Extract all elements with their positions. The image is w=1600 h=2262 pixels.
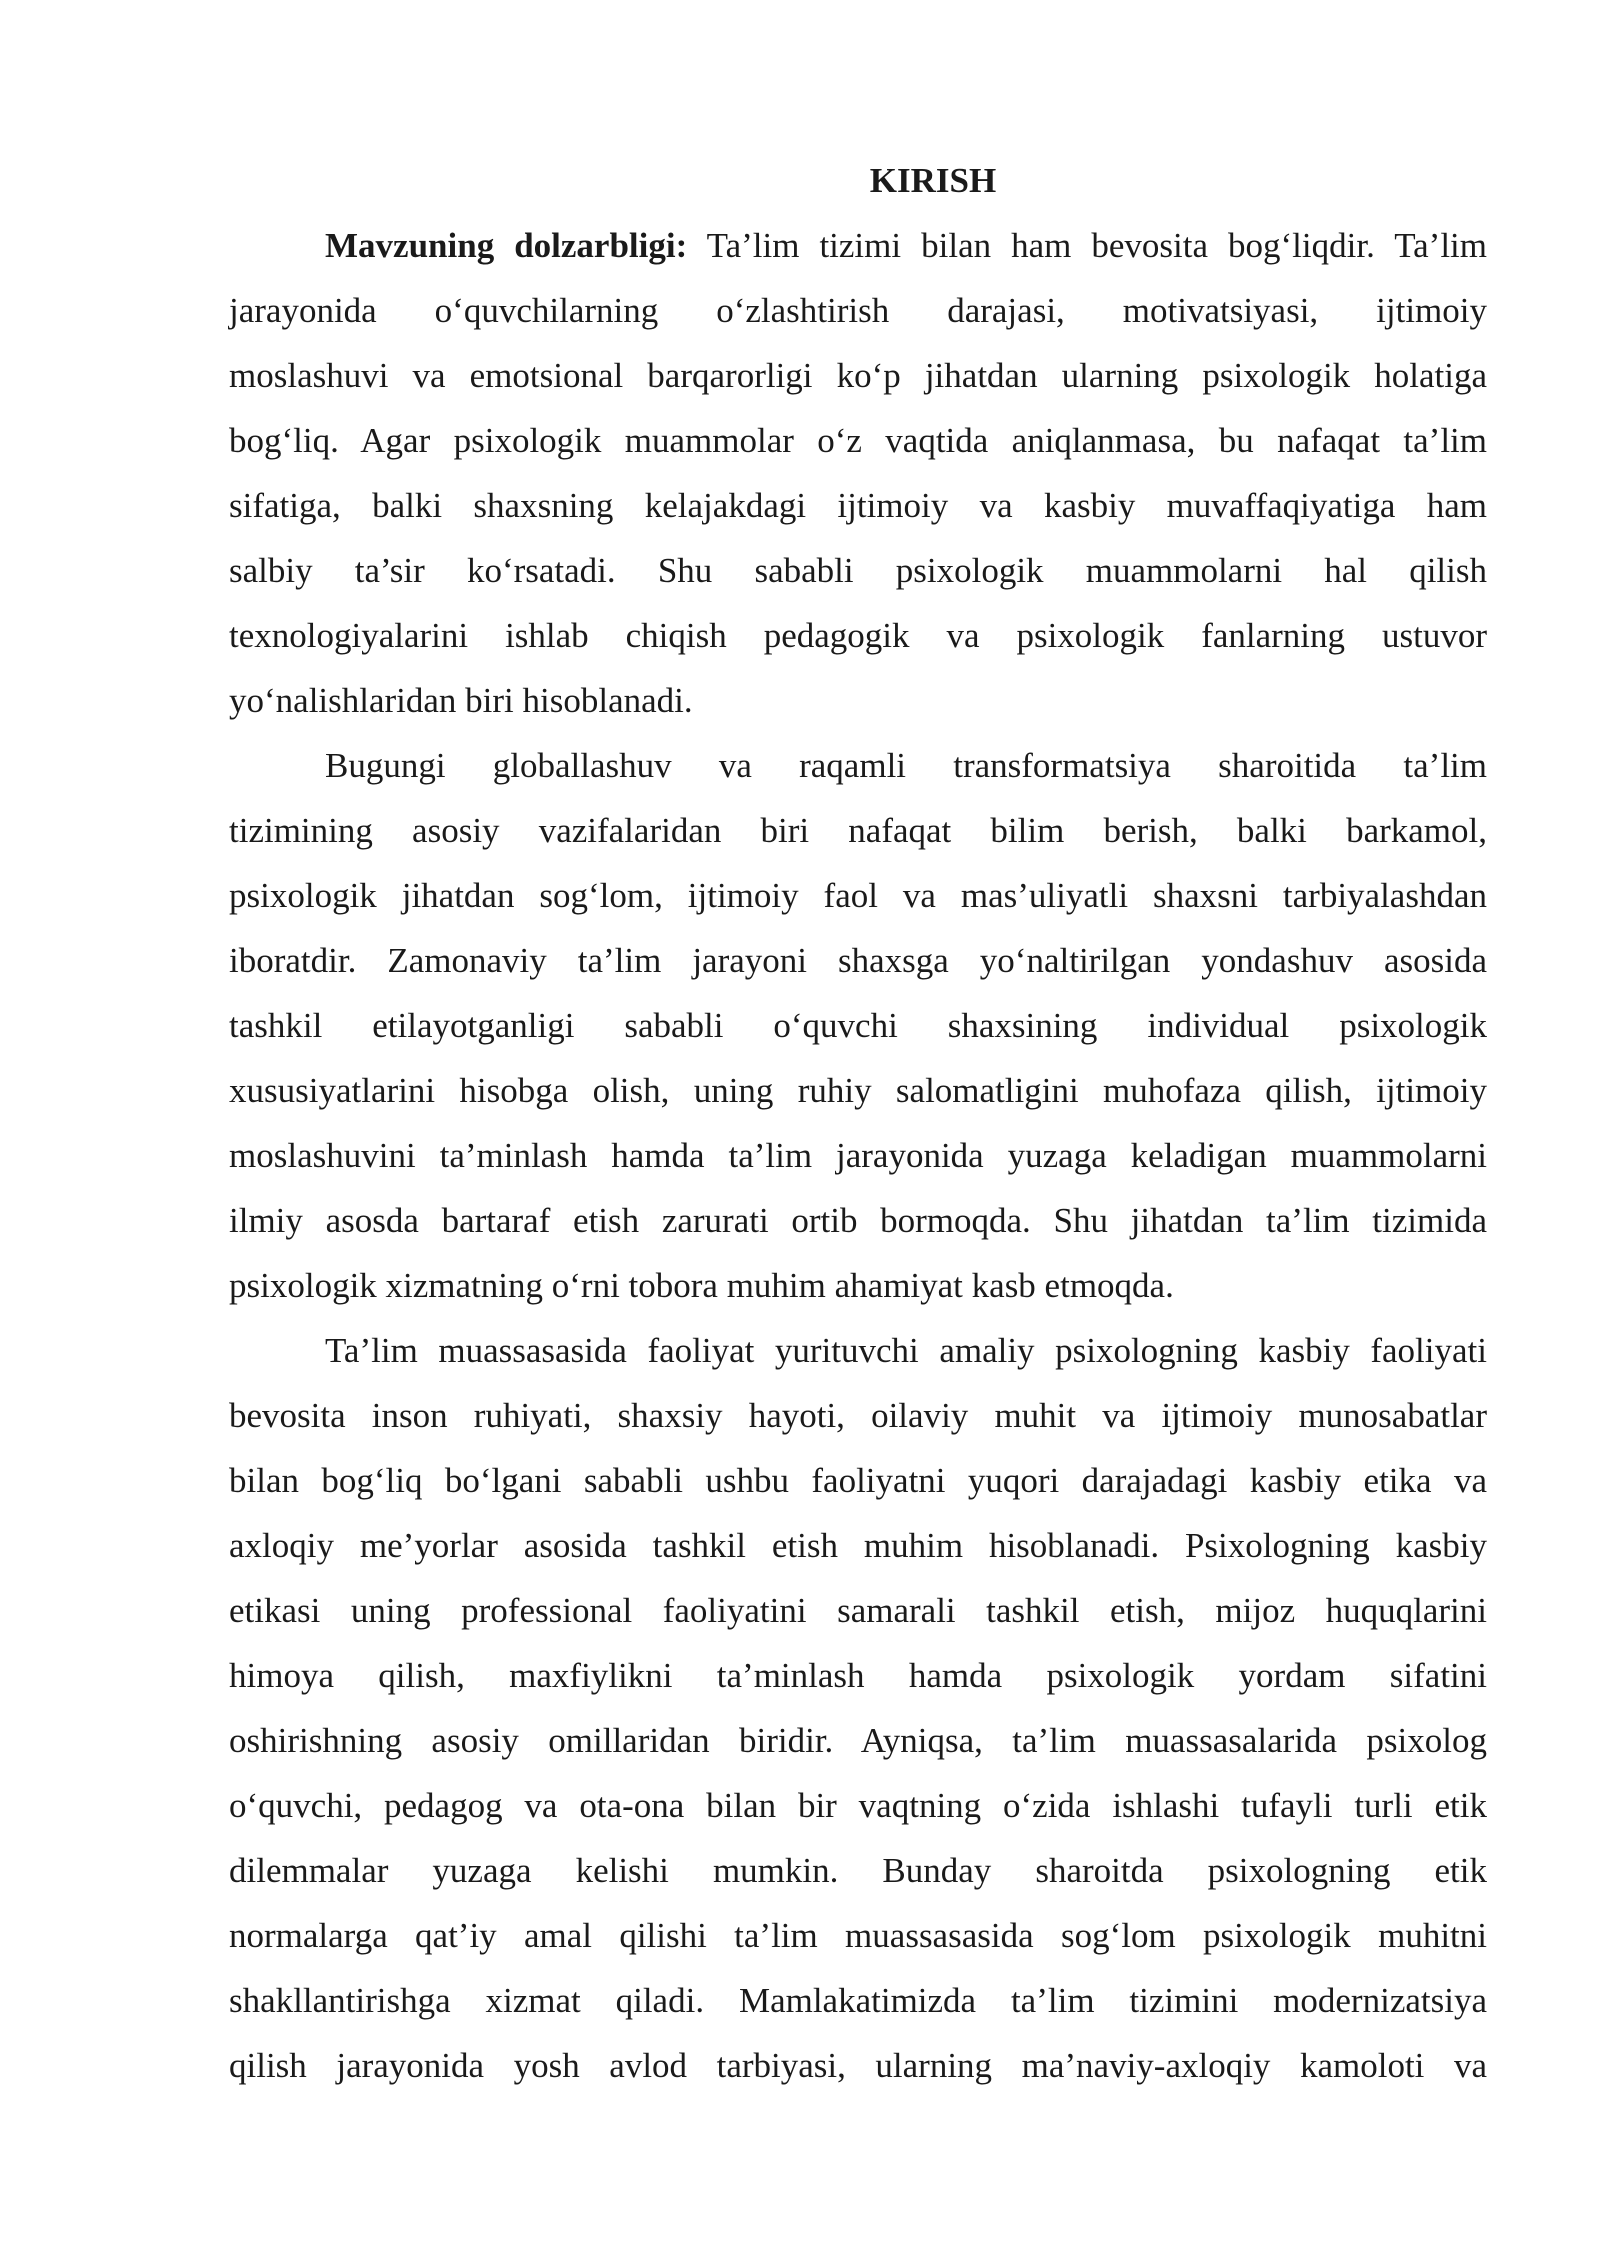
paragraph-line: shakllantirishga xizmat qiladi. Mamlakatimizda ta’lim tizimini modernizatsiya [229,1981,1487,2020]
paragraph-line: yo‘nalishlaridan biri hisoblanadi. [229,681,693,720]
paragraph-line: axloqiy me’yorlar asosida tashkil etish muhim hisoblanadi. Psixologning kasbiy [229,1526,1487,1565]
paragraph-line: bilan bog‘liq bo‘lgani sababli ushbu faoliyatni yuqori darajadagi kasbiy etika va [229,1461,1487,1500]
paragraph-line: jarayonida o‘quvchilarning o‘zlashtirish darajasi, motivatsiyasi, ijtimoiy [229,291,1487,330]
paragraph-lead: Mavzuning dolzarbligi: [325,226,688,265]
document-body [229,148,1487,2098]
paragraph-line: Bugungi globallashuv va raqamli transformatsiya sharoitida ta’lim [325,746,1487,785]
paragraph-line: iboratdir. Zamonaviy ta’lim jarayoni shaxsga yo‘naltirilgan yondashuv asosida [229,941,1487,980]
paragraph-line: moslashuvini ta’minlash hamda ta’lim jarayonida yuzaga keladigan muammolarni [229,1136,1487,1175]
paragraph-line: bevosita inson ruhiyati, shaxsiy hayoti, oilaviy muhit va ijtimoiy munosabatlar [229,1396,1487,1435]
paragraph-line: Ta’lim muassasasida faoliyat yurituvchi amaliy psixologning kasbiy faoliyati [325,1331,1487,1370]
paragraph-line: etikasi uning professional faoliyatini samarali tashkil etish, mijoz huquqlarini [229,1591,1487,1630]
paragraph-line: o‘quvchi, pedagog va ota-ona bilan bir vaqtning o‘zida ishlashi tufayli turli etik [229,1786,1487,1825]
paragraph-line: himoya qilish, maxfiylikni ta’minlash hamda psixologik yordam sifatini [229,1656,1487,1695]
paragraph-line: moslashuvi va emotsional barqarorligi ko‘p jihatdan ularning psixologik holatiga [229,356,1487,395]
paragraph-line: Mavzuning dolzarbligi: Ta’lim tizimi bilan ham bevosita bog‘liqdir. Ta’lim [325,226,1488,265]
paragraph-line: psixologik xizmatning o‘rni tobora muhim ahamiyat kasb etmoqda. [229,1266,1174,1305]
paragraph-line: dilemmalar yuzaga kelishi mumkin. Bunday sharoitda psixologning etik [229,1851,1487,1890]
paragraph-line: tashkil etilayotganligi sababli o‘quvchi shaxsining individual psixologik [229,1006,1487,1045]
paragraph-line: ilmiy asosda bartaraf etish zarurati ortib bormoqda. Shu jihatdan ta’lim tizimida [229,1201,1487,1240]
paragraph-relevance [229,213,1487,733]
paragraph-line: tizimining asosiy vazifalaridan biri nafaqat bilim berish, balki barkamol, [229,811,1487,850]
paragraph-line: normalarga qat’iy amal qilishi ta’lim muassasasida sog‘lom psixologik muhitni [229,1916,1487,1955]
paragraph-line: oshirishning asosiy omillaridan biridir. Ayniqsa, ta’lim muassasalarida psixolog [229,1721,1487,1760]
paragraph-line: bog‘liq. Agar psixologik muammolar o‘z vaqtida aniqlanmasa, bu nafaqat ta’lim [229,421,1487,460]
paragraph-line: sifatiga, balki shaxsning kelajakdagi ijtimoiy va kasbiy muvaffaqiyatiga ham [229,486,1487,525]
paragraph-ethics [229,1318,1487,2098]
paragraph-line: xususiyatlarini hisobga olish, uning ruhiy salomatligini muhofaza qilish, ijtimoiy [229,1071,1487,1110]
page-title: KIRISH [869,161,997,200]
paragraph-globalization [229,733,1487,1318]
paragraph-line: qilish jarayonida yosh avlod tarbiyasi, ularning ma’naviy-axloqiy kamoloti va [229,2046,1487,2085]
paragraph-line: texnologiyalarini ishlab chiqish pedagogik va psixologik fanlarning ustuvor [229,616,1487,655]
paragraph-line: psixologik jihatdan sog‘lom, ijtimoiy faol va mas’uliyatli shaxsni tarbiyalashdan [229,876,1487,915]
paragraph-line: salbiy ta’sir ko‘rsatadi. Shu sababli psixologik muammolarni hal qilish [229,551,1487,590]
